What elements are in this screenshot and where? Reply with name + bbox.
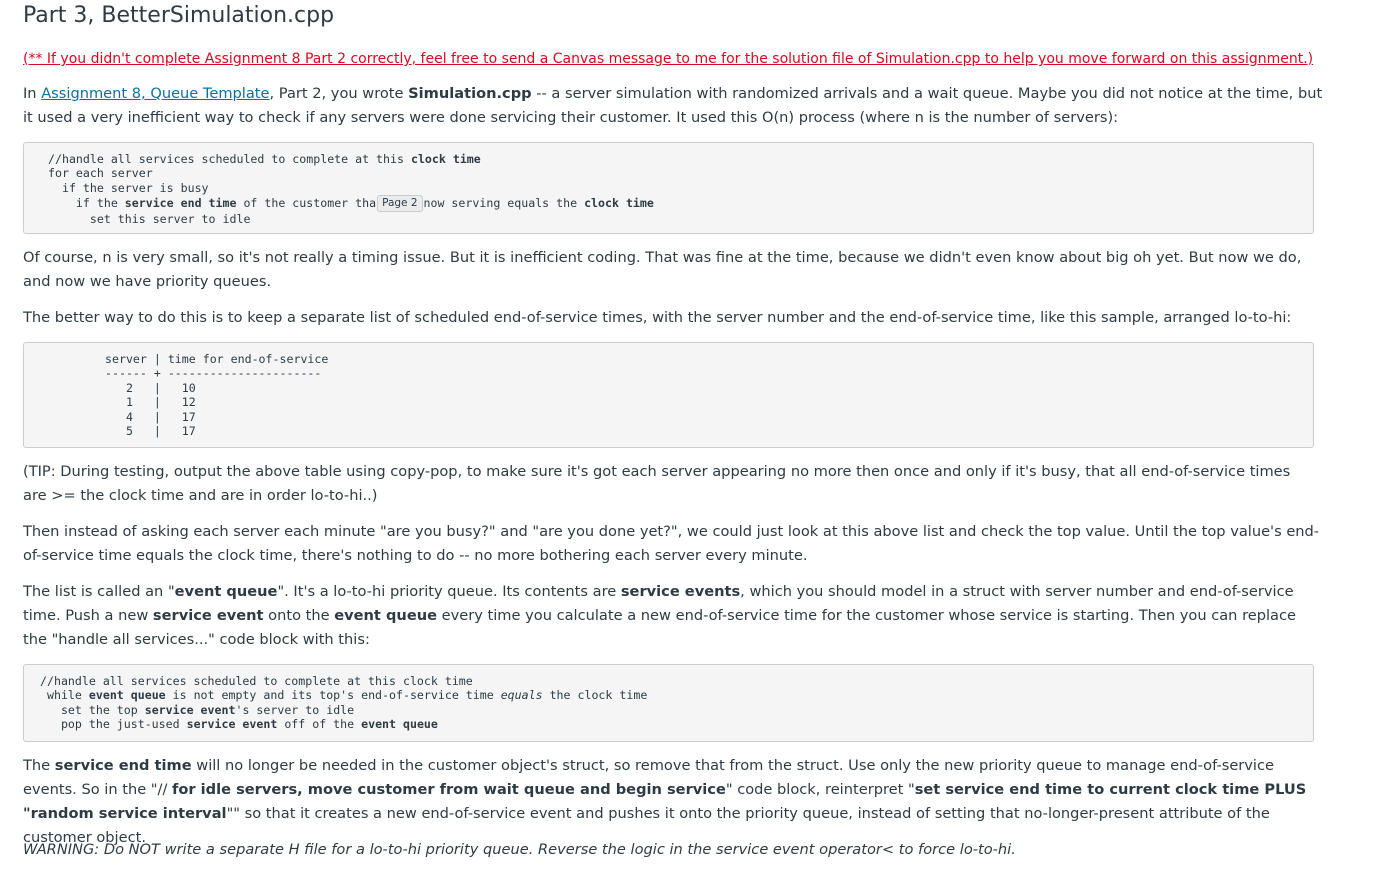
table-row: 1 | 12 (105, 395, 196, 410)
table-row: 4 | 17 (105, 409, 196, 424)
page-title: Part 3, BetterSimulation.cpp (23, 3, 335, 28)
table-row: 2 | 10 (105, 380, 196, 395)
paragraph-final: The service end time will no longer be needed in the customer object's struct, so remove that from the struct. Use only the new priority queue to manage end-of-service events. So in the "// for idle servers, move customer from wait queue and begin service" code block, reinterpret "set service end time to current clock time PLUS "random service interval"" so that it creates a new end-of-service event and pushes it onto the priority queue, instead of setting that no-longer-present attribute of the customer object. (23, 757, 1307, 846)
end-of-service-table (23, 342, 1314, 448)
paragraph-event-queue: The list is called an "event queue". It's a lo-to-hi priority queue. Its contents are service events, which you should model in a struct with server number and end-of-service time. Push a new service event onto the event queue every time you calculate a new end-of-service time for the customer whose service is starting. Then you can replace the "handle all services..." code block with this: (23, 583, 1296, 648)
solution-request-link-notice (23, 48, 1313, 67)
warning-text: WARNING: Do NOT write a separate H file for a lo-to-hi priority queue. Reverse the logic in the service event operator< to force lo-to-hi. (23, 841, 1016, 858)
simulation-file-name: Simulation.cpp (408, 85, 532, 102)
table-row: 5 | 17 (105, 424, 196, 439)
paragraph-better-way: The better way to do this is to keep a separate list of scheduled end-of-service times, with the server number and the end-of-service time, like this sample, arranged lo-to-hi: (23, 309, 1292, 326)
table-divider: ------ + ---------------------- (105, 366, 322, 381)
paragraph-tip: (TIP: During testing, output the above table using copy-pop, to make sure it's got each server appearing no more then once and only if it's busy, that all end-of-service times are >= the clock time and are in order lo-to-hi..) (23, 463, 1291, 504)
paragraph-n-small: Of course, n is very small, so it's not really a timing issue. But it is inefficient coding. That was fine at the time, because we didn't even know about big oh yet. But now we do, and now we have priority queues. (23, 249, 1302, 290)
page-number-badge: Page 2 (377, 195, 422, 212)
paragraph-then: Then instead of asking each server each minute "are you busy?" and "are you done yet?", we could just look at this above list and check the top value. Until the top value's end-of-service time equals the clock time, there's nothing to do -- no more bothering each server every minute. (23, 523, 1320, 564)
intro-paragraph: In Assignment 8, Queue Template, Part 2, you wrote Simulation.cpp -- a server simulation with randomized arrivals and a wait queue. Maybe you did not notice at the time, but it used a very inefficient way to check if any servers were done servicing their customer. It used this O(n) process (where n is the number of servers): (23, 85, 1323, 126)
solution-request-link[interactable]: (** If you didn't complete Assignment 8 Part 2 correctly, feel free to send a Canvas message to me for the solution file of Simulation.cpp to help you move forward on this assignment.) (23, 51, 1314, 67)
assignment8-link[interactable]: Assignment 8, Queue Template (41, 85, 270, 102)
table-header: server | time for end-of-service (105, 352, 329, 366)
code-block-new: //handle all services scheduled to complete at this clock time while event queue is not empty and its top's end-of-service time equals the clock time set the top service event's server to idle pop the just-used service event off of the event queue (23, 664, 1314, 742)
code-block-old: //handle all services scheduled to complete at this clock time for each server if the server is busy if the service end time of the customer tha Page 2 now serving equals the clock time set this server to idle (23, 142, 1314, 234)
